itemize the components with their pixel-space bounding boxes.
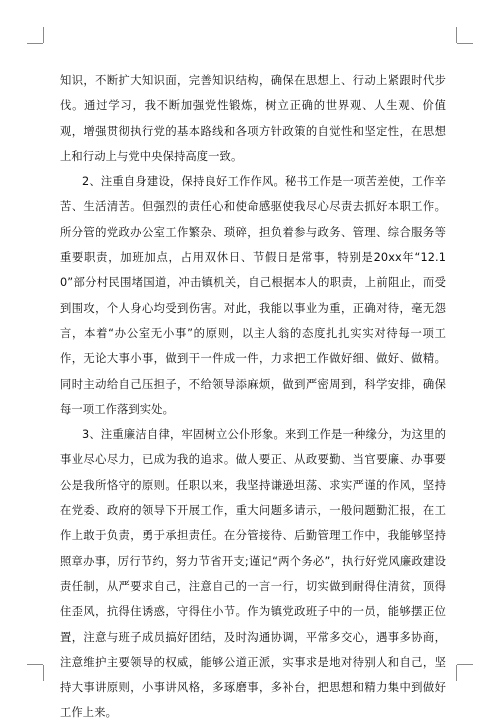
- crop-mark-top-right-horizontal: [457, 43, 473, 44]
- crop-mark-bottom-left-vertical: [43, 665, 44, 681]
- crop-mark-bottom-right-vertical: [456, 665, 457, 681]
- paragraph-study-continuation: 知识，不断扩大知识面，完善知识结构，确保在思想上、行动上紧跟时代步伐。通过学习，我不断加强党性锻炼，树立正确的世界观、人生观、价值观，增强贯彻执行党的基本路线和各项方针政策的自觉性和坚定性，在思想上和行动上与党中央保持高度一致。: [60, 74, 446, 163]
- crop-mark-bottom-left-horizontal: [27, 664, 43, 665]
- crop-mark-top-left-horizontal: [27, 43, 43, 44]
- paragraph-self-building: 2、注重自身建设，保持良好工作作风。秘书工作是一项苦差使，工作辛苦、生活清苦。但强烈的责任心和使命感驱使我尽心尽责去抓好本职工作。所分管的党政办公室工作繁杂、琐碎，担负着参与政务、管理、综合服务等重要职责，加班加点，占用双休日、节假日是常事，特别是20xx年“12.10”部分村民围堵国道，冲击镇机关，自己根据本人的职责，上前阻止，而受到围攻，个人身心均受到伤害。对此，我能以事业为重，正确对待，毫无怨言，本着“办公室无小事”的原则，以主人翁的态度扎扎实实对待每一项工作，无论大事小事，做到干一件成一件，力求把工作做好细、做好、做精。同时主动给自己压担子，不给领导添麻烦，做到严密周到，科学安排，确保每一项工作落到实处。: [60, 175, 446, 416]
- crop-mark-top-right-vertical: [456, 27, 457, 43]
- paragraph-clean-self-discipline: 3、注重廉洁自律，牢固树立公仆形象。来到工作是一种缘分，为这里的事业尽心尽力，已成为我的追求。做人要正、从政要勤、当官要廉、办事要公是我所恪守的原则。任职以来，我坚持谦逊坦荡、求实严谨的作风，坚持在党委、政府的领导下开展工作，重大问题多请示，一般问题勤汇报，在工作上敢于负责，勇于承担责任。在分管接待、后勤管理工作中，我能够坚持照章办事，厉行节约，努力节省开支;谨记“两个务必”，执行好党风廉政建设责任制，从严要求自己，注意自己的一言一行，切实做到耐得住清贫，顶得住歪风，抗得住诱惑，守得住小节。作为镇党政班子中的一员，能够摆正位置，注意与班子成员搞好团结，及时沟通协调，平常多交心，遇事多协商，注意维护主要领导的权威，能够公道正派，实事求是地对待别人和自己，坚持大事讲原则，小事讲风格，多琢磨事，多补台，把思想和精力集中到做好工作上来。: [60, 428, 446, 720]
- body-text: [60, 68, 446, 726]
- crop-mark-bottom-right-horizontal: [457, 664, 473, 665]
- crop-mark-top-left-vertical: [43, 27, 44, 43]
